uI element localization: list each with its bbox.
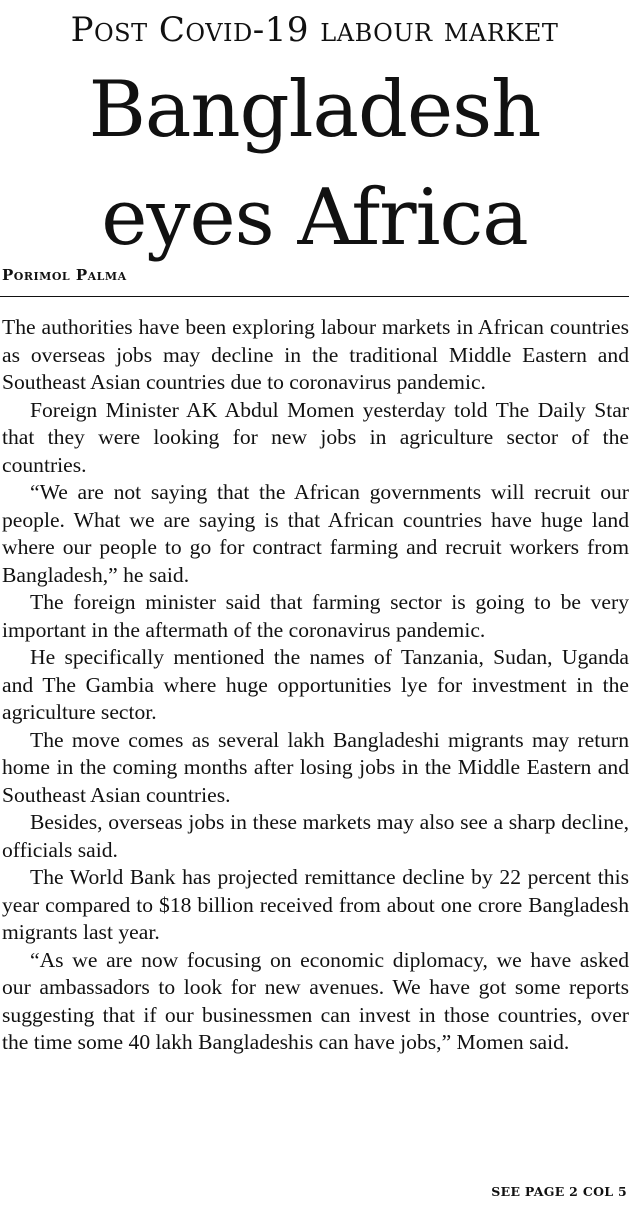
kicker-heading: Post Covid-19 labour market xyxy=(70,10,559,50)
continuation-jump-line: SEE PAGE 2 COL 5 xyxy=(491,1184,627,1199)
paragraph: “As we are now focusing on economic diplomacy, we have asked our ambassadors to look for new avenues. We have got some reports suggesting that if our businessmen can invest in those countries, over the time some 40 lakh Bangladeshis can have jobs,” Momen said. xyxy=(2,947,629,1054)
byline: Porimol Palma xyxy=(2,266,127,284)
headline xyxy=(0,56,629,272)
paragraph: The foreign minister said that farming sector is going to be very important in the aftermath of the coronavirus pandemic. xyxy=(2,590,629,642)
divider-rule xyxy=(0,296,629,297)
paragraph: Besides, overseas jobs in these markets may also see a sharp decline, officials said. xyxy=(2,810,629,862)
paragraph: The World Bank has projected remittance decline by 22 percent this year compared to $18 billion received from about one crore Bangladesh migrants last year. xyxy=(2,865,629,944)
paragraph: The move comes as several lakh Bangladeshi migrants may return home in the coming months after losing jobs in the Middle Eastern and Southeast Asian countries. xyxy=(2,727,629,807)
article-body xyxy=(2,314,629,1057)
paragraph: Foreign Minister AK Abdul Momen yesterday told The Daily Star that they were looking for new jobs in agriculture sector of the countries. xyxy=(2,397,629,477)
headline-line-2: eyes Africa xyxy=(101,173,528,263)
headline-line-1: Bangladesh xyxy=(88,65,541,155)
paragraph: The authorities have been exploring labour markets in African countries as overseas jobs may decline in the traditional Middle Eastern and Southeast Asian countries due to coronavirus pandemic. xyxy=(2,315,629,394)
paragraph: “We are not saying that the African governments will recruit our people. What we are saying is that African countries have huge land where our people to go for contract farming and recruit workers from Bangladesh,” he said. xyxy=(2,480,629,587)
paragraph: He specifically mentioned the names of Tanzania, Sudan, Uganda and The Gambia where huge opportunities lye for investment in the agriculture sector. xyxy=(2,645,629,724)
